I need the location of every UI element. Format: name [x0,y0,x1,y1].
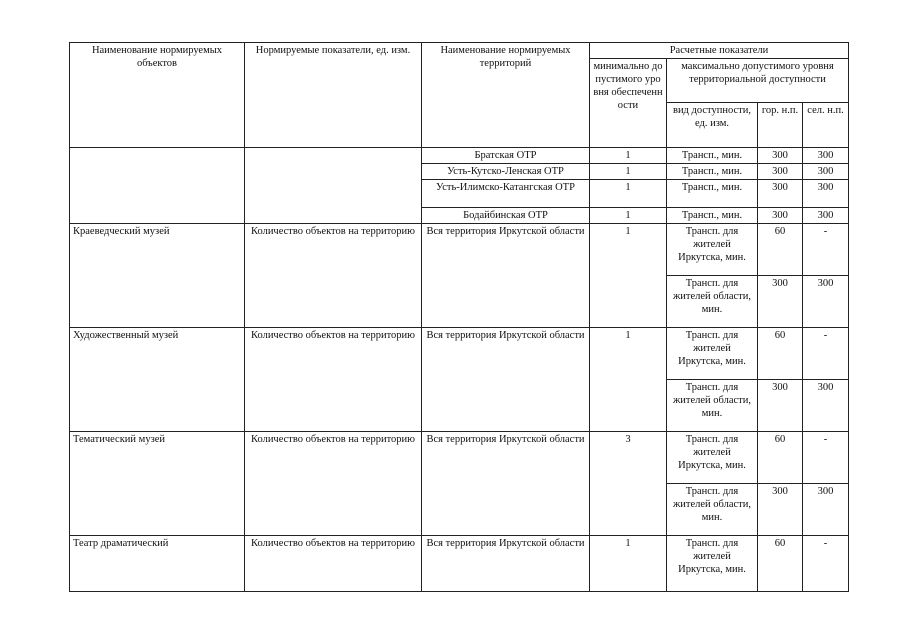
access-type: Трансп. для жителей области, мин. [667,276,758,328]
object-indicator: Количество объектов на территорию [245,328,422,432]
object-indicator: Количество объектов на территорию [245,536,422,592]
object-territory: Вся территория Иркутской области [422,432,590,536]
object-name: Тематический музей [70,432,245,536]
object-row [70,536,849,592]
object-indicator: Количество объектов на территорию [245,432,422,536]
blank-cell [70,148,245,164]
min-level-value: 1 [590,180,667,208]
urban-value: 60 [758,328,803,380]
access-type: Трансп., мин. [667,148,758,164]
object-row [70,432,849,484]
access-type: Трансп. для жителей области, мин. [667,380,758,432]
header-calc: Расчетные показатели [590,43,849,59]
min-level-value: 1 [590,536,667,592]
object-row [70,224,849,276]
blank-cell [70,180,245,208]
rural-value: 300 [803,276,849,328]
header-objects: Наименование нормируемых объектов [70,43,245,148]
urban-value: 300 [758,380,803,432]
urban-value: 300 [758,148,803,164]
rural-value: 300 [803,148,849,164]
object-row [70,328,849,380]
blank-cell [245,164,422,180]
rural-value: - [803,536,849,592]
rural-value: - [803,224,849,276]
object-indicator: Количество объектов на территорию [245,224,422,328]
blank-cell [245,148,422,164]
access-type: Трансп. для жителей Иркутска, мин. [667,432,758,484]
rural-value: - [803,328,849,380]
header-indicators: Нормируемые показатели, ед. изм. [245,43,422,148]
territory-name: Усть-Илимско-Катангская ОТР [422,180,590,208]
urban-value: 60 [758,224,803,276]
norms-table [69,42,849,592]
territory-row [70,164,849,180]
urban-value: 60 [758,432,803,484]
blank-cell [245,208,422,224]
header-row-1 [70,43,849,59]
blank-cell [70,208,245,224]
access-type: Трансп. для жителей Иркутска, мин. [667,536,758,592]
territory-row [70,180,849,208]
blank-cell [70,164,245,180]
rural-value: 300 [803,484,849,536]
access-type: Трансп. для жителей области, мин. [667,484,758,536]
territory-name: Усть-Кутско-Ленская ОТР [422,164,590,180]
header-territories: Наименование нормируемых территорий [422,43,590,148]
object-name: Театр драматический [70,536,245,592]
urban-value: 300 [758,484,803,536]
object-territory: Вся территория Иркутской области [422,328,590,432]
rural-value: 300 [803,164,849,180]
access-type: Трансп., мин. [667,164,758,180]
min-level-value: 1 [590,224,667,328]
object-territory: Вся территория Иркутской области [422,536,590,592]
territory-name: Братская ОТР [422,148,590,164]
object-name: Художественный музей [70,328,245,432]
rural-value: - [803,432,849,484]
header-max-level: максимально допустимого уровня территориальной доступности [667,59,849,103]
access-type: Трансп. для жителей Иркутска, мин. [667,224,758,276]
object-name: Краеведческий музей [70,224,245,328]
blank-cell [245,180,422,208]
rural-value: 300 [803,380,849,432]
table-body [70,43,849,592]
min-level-value: 3 [590,432,667,536]
territory-name: Бодайбинская ОТР [422,208,590,224]
territory-row [70,148,849,164]
header-rural: сел. н.п. [803,103,849,148]
object-territory: Вся территория Иркутской области [422,224,590,328]
access-type: Трансп. для жителей Иркутска, мин. [667,328,758,380]
territory-row [70,208,849,224]
header-urban: гор. н.п. [758,103,803,148]
rural-value: 300 [803,208,849,224]
min-level-value: 1 [590,148,667,164]
urban-value: 300 [758,164,803,180]
min-level-value: 1 [590,208,667,224]
min-level-value: 1 [590,164,667,180]
rural-value: 300 [803,180,849,208]
header-min-level: минимально допустимого уровня обеспеченности [590,59,667,148]
access-type: Трансп., мин. [667,208,758,224]
urban-value: 300 [758,208,803,224]
header-access-type: вид доступности, ед. изм. [667,103,758,148]
urban-value: 300 [758,276,803,328]
urban-value: 300 [758,180,803,208]
urban-value: 60 [758,536,803,592]
access-type: Трансп., мин. [667,180,758,208]
min-level-value: 1 [590,328,667,432]
